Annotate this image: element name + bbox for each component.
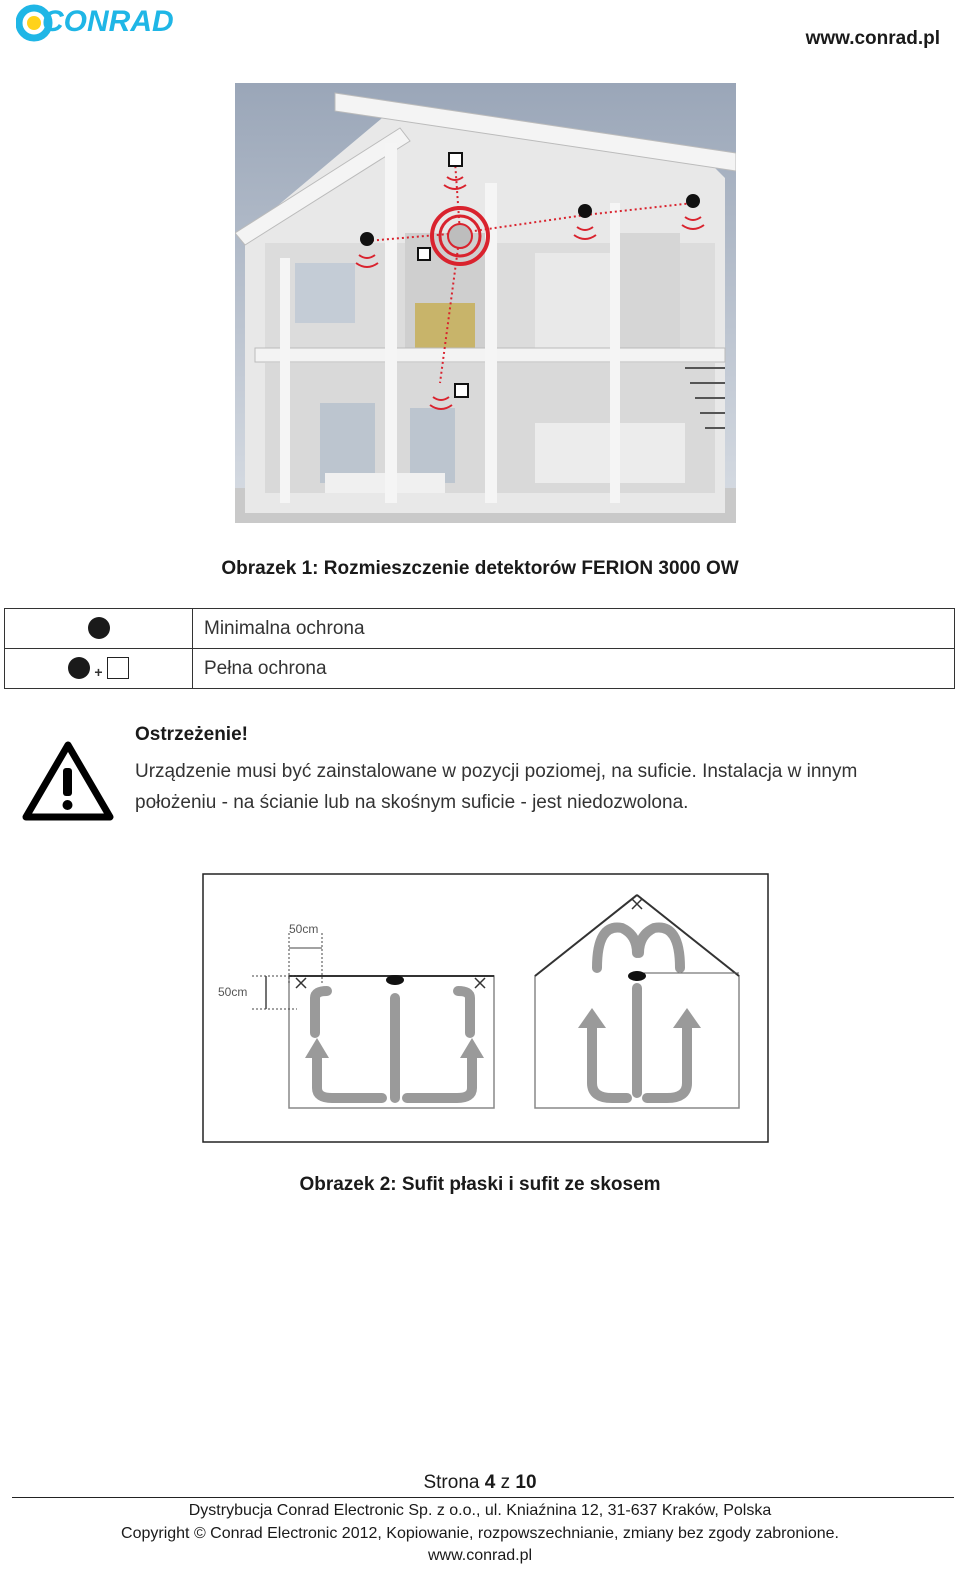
dimension-label-horizontal: 50cm — [289, 922, 319, 936]
footer-copyright: Copyright © Conrad Electronic 2012, Kopiowanie, rozpowszechnianie, zmiany bez zgody zabronione. — [121, 1525, 839, 1542]
warning-triangle-icon — [22, 740, 114, 822]
footer-distribution: Dystrybucja Conrad Electronic Sp. z o.o., ul. Kniaźnina 12, 31-637 Kraków, Polska — [188, 1502, 772, 1519]
footer-url[interactable]: www.conrad.pl — [427, 1547, 533, 1564]
central-alarm-icon — [432, 208, 488, 264]
page-sep: z — [495, 1472, 516, 1493]
legend-symbol-cell — [5, 609, 193, 649]
warning-text: Urządzenie musi być zainstalowane w pozycji poziomej, na suficie. Instalacja w innym położeniu - na ścianie lub na skośnym suficie - jest niedozwolona. — [135, 761, 858, 813]
legend-table — [4, 608, 955, 689]
detector-square-icon — [107, 657, 129, 679]
detector-dot-icon — [68, 657, 90, 679]
page-number — [0, 1472, 960, 1494]
page-total: 10 — [515, 1472, 537, 1493]
legend-label: Pełna ochrona — [193, 649, 955, 689]
page-current: 4 — [484, 1472, 496, 1493]
detector-dot-icon — [88, 617, 110, 639]
ceiling-types-figure — [202, 873, 769, 1143]
legend-row — [5, 649, 955, 689]
plus-sign: + — [94, 663, 103, 680]
page-prefix: Strona — [423, 1472, 485, 1493]
legend-label: Minimalna ochrona — [193, 609, 955, 649]
conrad-logo — [16, 2, 176, 44]
logo-text: CONRAD — [42, 5, 174, 38]
header-url[interactable]: www.conrad.pl — [805, 28, 940, 49]
footer-divider — [12, 1497, 954, 1498]
legend-row — [5, 609, 955, 649]
house-detector-placement-figure — [235, 83, 736, 523]
figure1-caption: Obrazek 1: Rozmieszczenie detektorów FERION 3000 OW — [221, 558, 739, 579]
dimension-label-vertical: 50cm — [218, 985, 248, 999]
legend-symbol-cell — [5, 649, 193, 689]
figure2-caption: Obrazek 2: Sufit płaski i sufit ze skosem — [299, 1174, 661, 1195]
warning-title: Ostrzeżenie! — [135, 724, 248, 745]
